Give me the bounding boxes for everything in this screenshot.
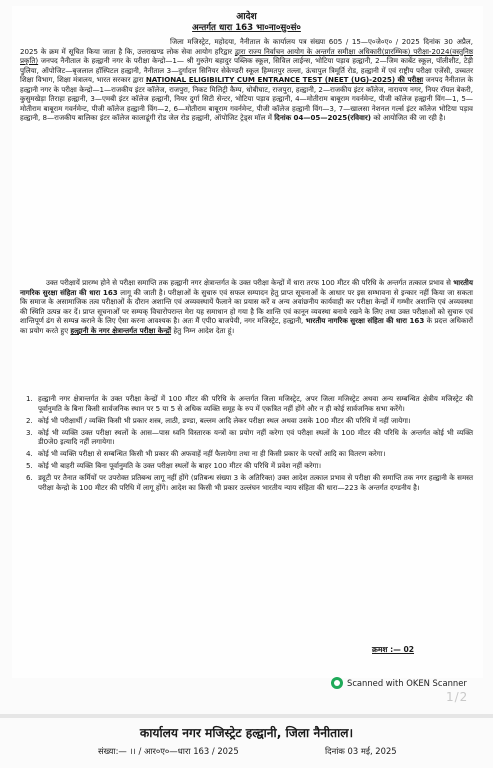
list-item-text: कोई भी व्यक्ति परीक्षा से सम्बन्धित किसी भी प्रकार की अफवाहें नहीं फैलायेगा तथा ना ही किसी प्रकार के परचों आदि का वितरण करेगा।	[38, 449, 386, 459]
order-title: आदेश	[236, 11, 257, 22]
list-item-text: कोई भी बाहरी व्यक्ति बिना पूर्वानुमति के उक्त परीक्षा स्थलों के बाहर 100 मीटर की परिधि में प्रवेश नहीं करेगा।	[38, 461, 322, 471]
page-divider	[0, 714, 493, 718]
list-item	[26, 428, 473, 447]
order-paragraph-1	[20, 37, 473, 123]
list-item	[26, 473, 473, 492]
list-item	[26, 449, 473, 459]
scanner-logo-icon	[331, 677, 343, 689]
para1-neet-centres: जनपद नैनीताल के हल्द्वानी नगर के परीक्षा केन्द्रो—1—राजकीय इंटर कॉलेज, राजपुरा, निकट मिलिट्री कैम्प, धोबीघाट, राजपुरा, हल्द्वानी, 2—राजकीय इंटर कॉलेज, नारायण नगर, नियर रॉयल बेकरी, कुसुमखेड़ा तिराहा हल्द्वानी, 3—एमबी इंटर कॉलेज हल्द्वानी, नियर दुर्गा सिटी सेन्टर, भोटिया पड़ाव हल्द्वानी, 4—मोतीराम बाबूराम गवर्नमेन्ट, पीजी कॉलेज हल्द्वानी विंग—1, 5—मोतीराम बाबूराम गवर्नमेन्ट, पीजी कॉलेज हल्द्वानी विंग—2, 6—मोतीराम बाबूराम गवर्नमेन्ट, पीजी कॉलेज हल्द्वानी विंग—3, 7—खालसा नेशनल गर्ल्स इंटर कॉलेज भोटिया पड़ाव हल्द्वानी, 8—राजकीय बालिका इंटर कॉलेज कालाढूंगी रोड जेल रोड हल्द्वानी, ऑपोजिट ट्रेड्स मॉल में	[20, 75, 473, 123]
list-item-number: 5.	[26, 461, 33, 471]
list-item-number: 6.	[26, 473, 33, 483]
list-item-number: 1.	[26, 394, 33, 403]
scanner-watermark-text: Scanned with OKEN Scanner	[347, 678, 467, 688]
list-item-text: ड्यूटी पर तैनात कर्मियों पर उपरोक्त प्रतिबन्ध लागू नहीं होंगे (प्रतिबन्ध संख्या 3 के अतिरिक्त) उक्त आदेश तत्काल प्रभाव से परीक्षा की समाप्ति तक नगर हल्द्वानी के समस्त परीक्षा केन्द्रो के 100 मीटर की परिधि में लागू होंगे। आदेश का किसी भी प्रकार उल्लंघन भारतीय न्याय संहिता की धारा—223 के अन्तर्गत दण्डनीय है।	[38, 473, 473, 492]
para1-exam-authority: द्वारा राज्य निर्वाचन आयोग के अन्तर्गत समीक्षा अधिकारी(प्रारम्भिक) परीक्षा-2024(वस्तुनिष्ठ प्रकृति)	[20, 46, 473, 66]
scanner-watermark	[331, 676, 467, 690]
list-item	[26, 416, 473, 426]
list-item-number: 4.	[26, 449, 33, 459]
list-item-text: हल्द्वानी नगर क्षेत्रान्तर्गत के उक्त परीक्षा केन्द्रों में 100 मीटर की परिधि के अन्तर्गत जिला मजिस्ट्रेट, अपर जिला मजिस्ट्रेट अथवा अन्य सम्बन्धित क्षेत्रीय मजिस्ट्रेट की पूर्वानुमति के बिना किसी सार्वजनिक स्थान पर 5 या 5 से अधिक व्यक्ति समूह के रुप में एकत्रित नहीं होंगे और न ही कोई सार्वजनिक सभा करेंगे।	[38, 394, 473, 413]
list-item-number: 3.	[26, 427, 33, 437]
para2-area: हल्द्वानी के नगर क्षेत्रान्तर्गत परीक्षा केन्द्रों	[70, 325, 172, 335]
para2-section-ref-1: भारतीय नागरिक सुरक्षा संहिता की धारा 163	[20, 278, 473, 297]
para2-sentence-1: उक्त परीक्षायें प्रारम्भ होने से परीक्षा समाप्ति तक हल्द्वानी नगर क्षेत्रान्तर्गत के उक्त परीक्षा केन्द्रों में धारा तरफ 100 मीटर की परिधि के अन्तर्गत तत्काल प्रभाव से	[46, 278, 451, 287]
list-item-number: 2.	[26, 415, 33, 425]
list-item	[26, 461, 473, 471]
list-item-text: कोई भी व्यक्ति उक्त परीक्षा स्थलों के आस—पास ध्वनि विस्तारक यन्त्रों का प्रयोग नहीं करेगा एवं परीक्षा स्थलों के 100 मीटर की परिधि के अन्तर्गत कोई भी व्यक्ति डी0जे0 इत्यादि नहीं लगायेगा।	[38, 427, 473, 447]
order-paragraph-2	[20, 278, 473, 335]
issue-date: दिनांक 03 मई, 2025	[325, 746, 397, 756]
order-section-heading: अन्तर्गत धारा 163 भा०ना०सु०सं०	[192, 23, 301, 33]
para1-sentence-1: जिला मजिस्ट्रेट, महोदया, नैनीताल के कार्यालय पत्र संख्या 605 / 15—ए०जे०ए० / 2025 दिनांक 30 अप्रैल, 2025 के क्रम में सूचित किया जाता है कि, उत्तराखण्ड लोक सेवा आयोग हरिद्वार	[20, 37, 473, 56]
para1-closing: को आयोजित की जा रही है।	[373, 113, 446, 123]
para2-powers: के प्रदत्त अधिकारों का प्रयोग करते हुए	[20, 316, 473, 335]
para1-exam-date: दिनांक 04—05—2025(रविवार)	[274, 113, 372, 123]
reference-number: संख्या:— ।। / आर०ए०—धारा 163 / 2025	[98, 746, 239, 756]
order-directives-list	[26, 394, 473, 495]
para1-neet-exam: NATIONAL ELIGIBILITY CUM ENTRANCE TEST (NEET (UG)-2025) की परीक्षा	[145, 75, 424, 85]
office-heading: कार्यालय नगर मजिस्ट्रेट हल्द्वानी, जिला नैनीताल।	[139, 726, 354, 740]
para2-section-ref-2: भारतीय नागरिक सुरक्षा संहिता की धारा 163	[305, 316, 425, 326]
continued-marker: क्रमश :— 02	[372, 645, 415, 654]
para2-justification: लागू की जाती है। परीक्षाओं के सुचारु एवं सफल सम्पादन हेतु प्राप्त सूचनाओं के आधार पर इस सम्भावना से इन्कार नहीं किया जा सकता कि समाज के असामाजिक तत्व परीक्षाओं के दौरान अशान्ति एवं अव्यवस्थायें फैलाने का प्रयास करें व अन्य अवांछनीय कार्यवाही कर परीक्षा केन्द्रों में गम्भीर अशान्ति एवं अव्यवस्था की स्थिति उत्पन्न कर दें। प्राप्त सूचनाओं पर सम्यक् विचारोपरान्त मेरा यह समाधान हो गया है कि शान्ति एवं कानून व्यवस्था बनाये रखने के लिए तथा उक्त परीक्षाओं को सुचारु एवं शान्तिपूर्ण ढंग से सम्पन्न कराने के लिए ऐसा करना आवश्यक है। अतः मैं एपी0 बाजपेयी, नगर मजिस्ट्रेट, हल्द्वानी,	[20, 287, 473, 326]
para2-closing: हेतु निम्न आदेश देता हूं।	[173, 325, 235, 335]
list-item	[26, 394, 473, 413]
page-number-mark: 1/2	[446, 690, 469, 704]
para1-centres-list: जनपद नैनीताल के हल्द्वानी नगर के परीक्षा केन्द्रो—1— श्री गुरुतेग बहादुर पब्लिक स्कूल, सिविल लाईन्स, भोटिया पड़ाव हल्द्वानी, 2—जिम कार्बेट स्कूल, पॉलीशीट, टेड़ी पुलिया, ऑपोजिट—बृजलाल हॉस्पिटल हल्द्वानी, नैनीताल 3—दुर्गादत्त सिनियर सेकेण्डरी स्कूल हिम्मतपुर तल्ला, ऊंचापुल त्रिमूर्ति रोड, हल्द्वानी में एवं राष्ट्रीय परीक्षा एजेंसी, उच्चतर शिक्षा विभाग, शिक्षा मंत्रालय, भारत सरकार द्वारा	[20, 56, 473, 85]
list-item-text: कोई भी परीक्षार्थी / व्यक्ति किसी भी प्रकार शस्त्र, लाठी, डण्डा, बल्लम आदि लेकर परीक्षा स्थल अथवा उसके 100 मीटर की परिधि में नहीं जायेगा।	[38, 415, 411, 425]
